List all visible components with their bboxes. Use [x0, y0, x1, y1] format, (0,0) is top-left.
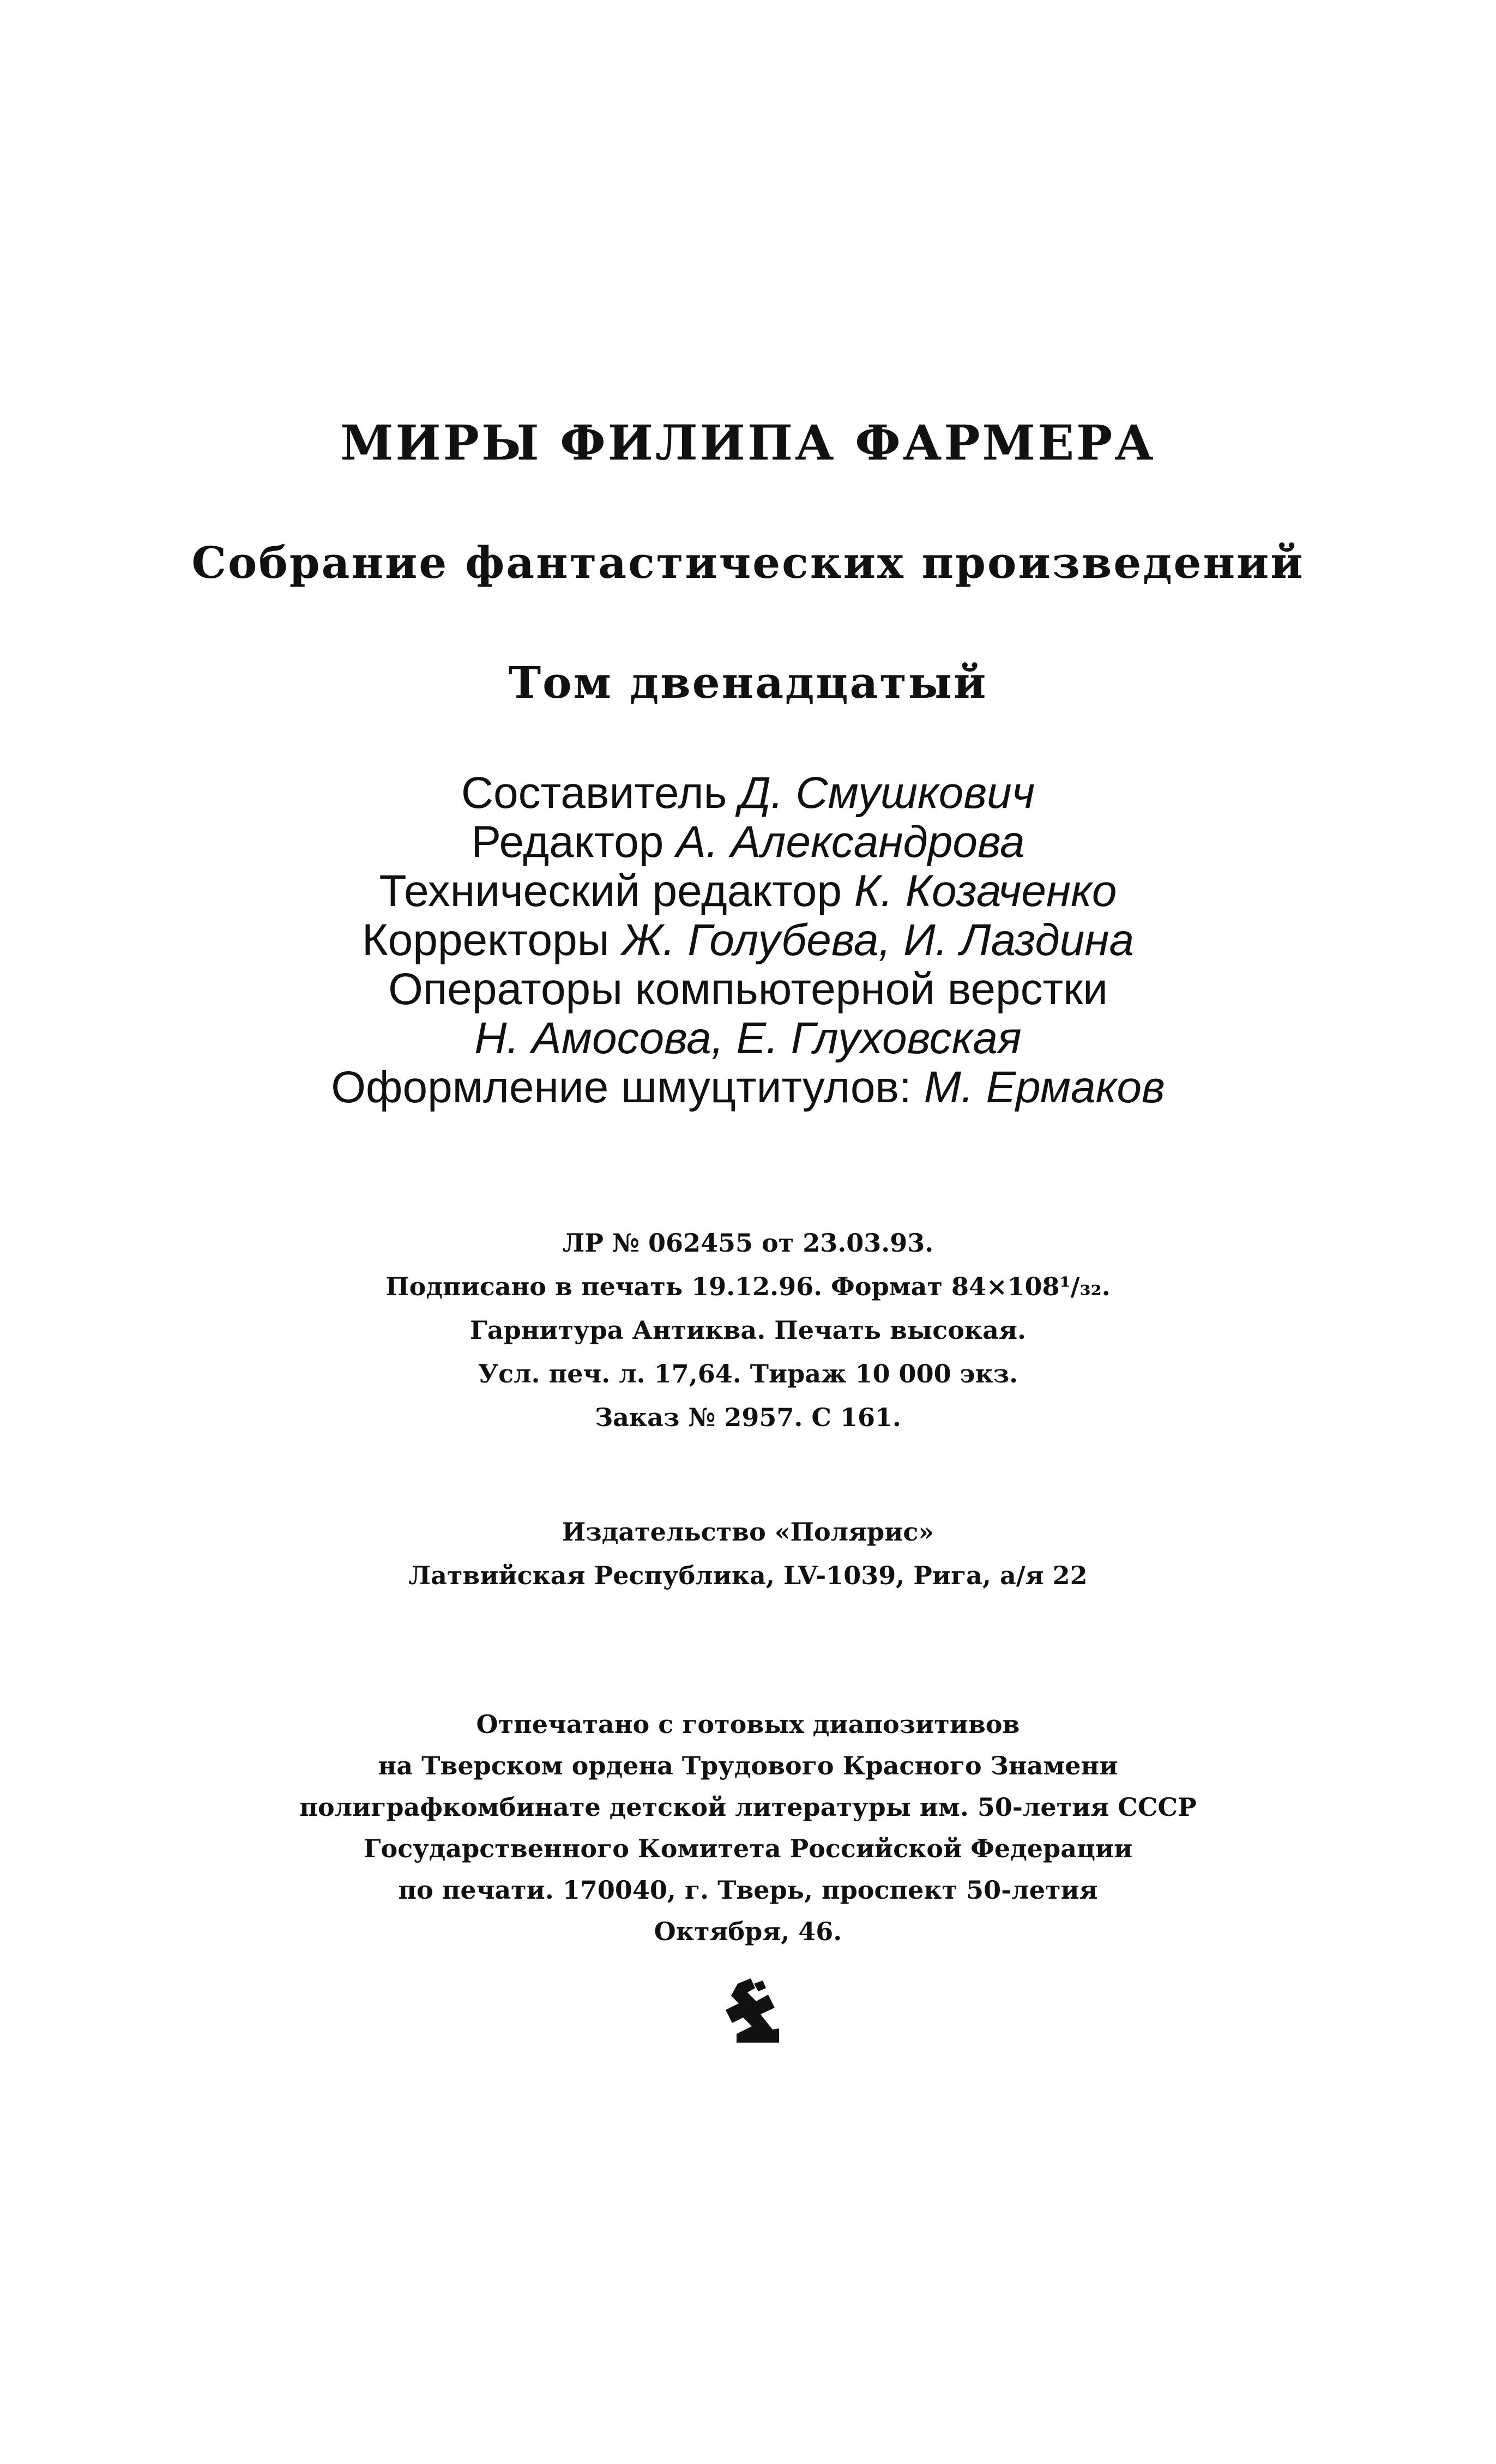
credit-name: Д. Смушкович	[739, 768, 1035, 818]
imprint-line: ЛР № 062455 от 23.03.93.	[562, 1228, 934, 1258]
credit-row	[0, 1014, 1496, 1063]
credit-row	[0, 867, 1496, 916]
credit-role: Операторы компьютерной верстки	[388, 964, 1108, 1014]
credits-block	[0, 769, 1496, 1112]
imprint-line: Подписано в печать 19.12.96. Формат 84×108¹/₃₂.	[385, 1272, 1111, 1301]
credit-row	[0, 769, 1496, 818]
credit-name: К. Козаченко	[854, 866, 1117, 916]
printer-logo-icon	[722, 1976, 782, 2047]
publisher-line: Латвийская Республика, LV-1039, Рига, а/я 22	[408, 1561, 1088, 1590]
credit-row	[0, 916, 1496, 965]
imprint-line: Заказ № 2957. С 161.	[594, 1403, 902, 1432]
credit-name: М. Ермаков	[924, 1062, 1165, 1112]
credit-row	[0, 1063, 1496, 1112]
credit-role: Составитель	[461, 768, 727, 818]
credit-row	[0, 818, 1496, 867]
series-title: МИРЫ ФИЛИПА ФАРМЕРА	[340, 414, 1156, 471]
publisher-line: Издательство «Полярис»	[562, 1517, 934, 1547]
credit-name: Ж. Голубева, И. Лаздина	[622, 915, 1135, 965]
imprint-block	[0, 1221, 1496, 1439]
publisher-block	[0, 1510, 1496, 1597]
imprint-line: Гарнитура Антиква. Печать высокая.	[470, 1315, 1026, 1345]
credit-role: Технический редактор	[379, 866, 842, 916]
volume-title: Том двенадцатый	[508, 657, 988, 708]
credit-name: Н. Амосова, Е. Глуховская	[474, 1013, 1022, 1063]
credit-name: А. Александрова	[676, 817, 1025, 867]
printer-line: по печати. 170040, г. Тверь, проспект 50-летия	[398, 1875, 1098, 1905]
collection-title: Собрание фантастических произведений	[191, 537, 1305, 588]
printer-line: на Тверском ордена Трудового Красного Знамени	[378, 1751, 1118, 1780]
credit-role: Оформление шмуцтитулов:	[331, 1062, 912, 1112]
credit-role: Редактор	[471, 817, 664, 867]
credit-role: Корректоры	[361, 915, 610, 965]
printer-line: Государственного Комитета Российской Федерации	[363, 1834, 1133, 1863]
printer-line: Октября, 46.	[654, 1917, 842, 1946]
printer-line: Отпечатано с готовых диапозитивов	[476, 1710, 1020, 1739]
imprint-line: Усл. печ. л. 17,64. Тираж 10 000 экз.	[478, 1359, 1018, 1388]
credit-row	[0, 965, 1496, 1014]
printer-line: полиграфкомбинате детской литературы им. 50-летия СССР	[299, 1792, 1197, 1822]
printer-block	[0, 1704, 1496, 1952]
